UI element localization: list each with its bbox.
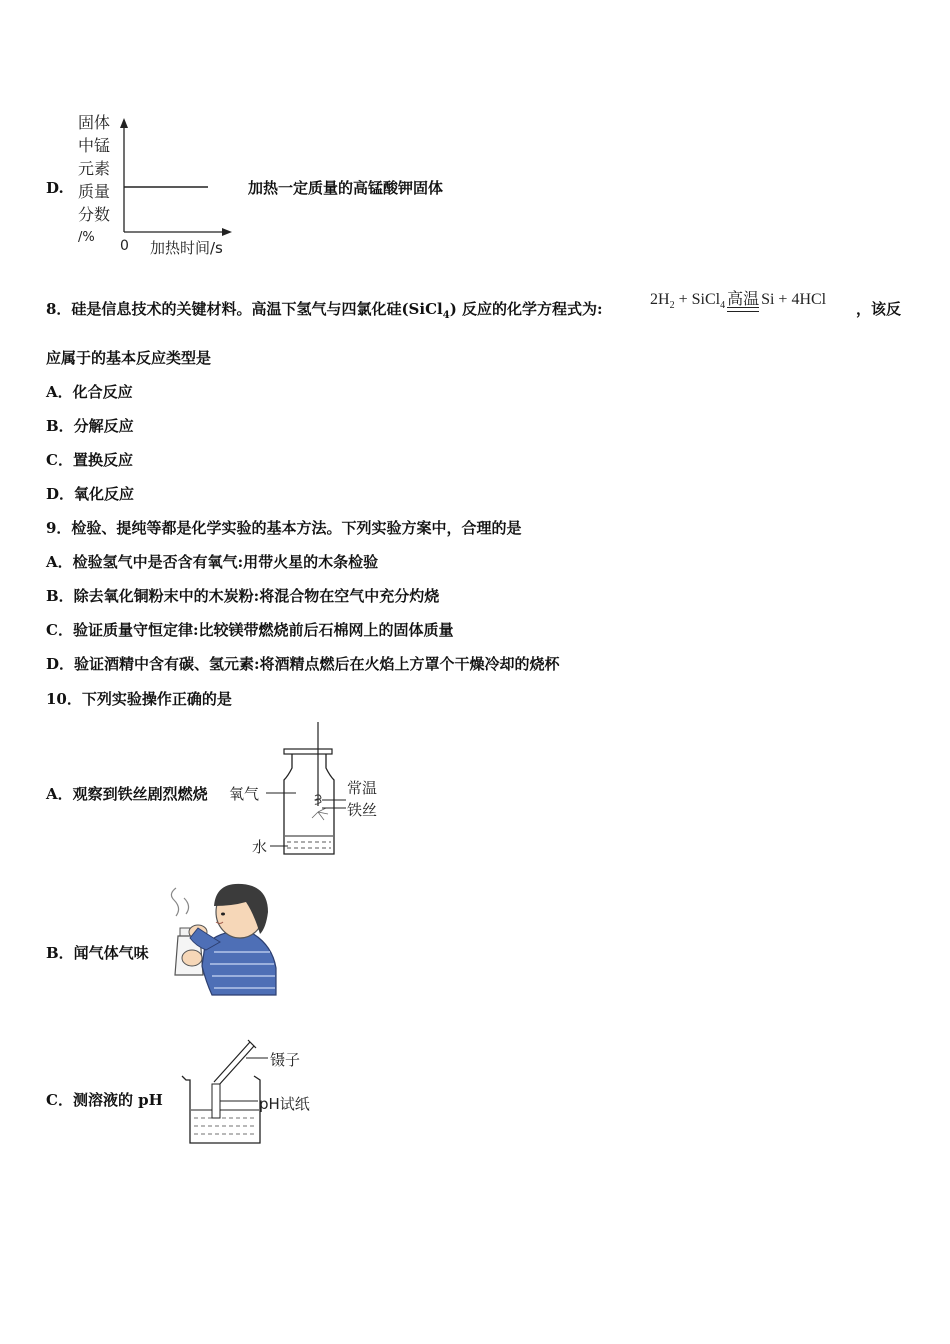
q7-option-d-letter: D. bbox=[46, 179, 64, 197]
q8-option-d: D．氧化反应 bbox=[46, 485, 135, 503]
graph-x-axis-label: 加热时间/s bbox=[150, 239, 223, 257]
graph-y-label-line: 固体 bbox=[78, 113, 111, 132]
q8-option-b: B．分解反应 bbox=[46, 417, 134, 435]
q7-option-d-caption: 加热一定质量的高锰酸钾固体 bbox=[248, 179, 444, 197]
q8-option-a: A．化合反应 bbox=[46, 383, 133, 401]
eq-plus-2: + bbox=[778, 291, 788, 308]
q9-option-d: D．验证酒精中含有碳、氢元素:将酒精点燃后在火焰上方罩个干燥冷却的烧杯 bbox=[46, 655, 560, 673]
label-room-temp: 常温 bbox=[347, 779, 378, 797]
q9-option-a: A．检验氢气中是否含有氧气:用带火星的木条检验 bbox=[46, 553, 379, 571]
q8-stem-before: 8．硅是信息技术的关键材料。高温下氢气与四氯化硅(SiCl bbox=[46, 300, 443, 318]
q8-stem-line2: 应属于的基本反应类型是 bbox=[46, 349, 212, 367]
q9-stem: 9．检验、提纯等都是化学实验的基本方法。下列实验方案中，合理的是 bbox=[46, 519, 522, 537]
q10-option-c-text: C．测溶液的 pH bbox=[46, 1091, 163, 1109]
eq-sicl: SiCl bbox=[691, 291, 721, 308]
label-iron-wire: 铁丝 bbox=[347, 801, 378, 819]
graph-y-label-line: 质量 bbox=[78, 182, 111, 201]
eq-hcl: 4HCl bbox=[791, 291, 827, 308]
label-ph-paper: pH试纸 bbox=[259, 1095, 310, 1113]
q8-stem-sub: 4 bbox=[442, 310, 450, 321]
graph-y-label-line: 中锰 bbox=[78, 136, 111, 155]
graph-y-label-line: 元素 bbox=[78, 159, 111, 178]
q8-option-c: C．置换反应 bbox=[46, 451, 133, 469]
q8-stem-after: ) 反应的化学方程式为: bbox=[449, 300, 603, 318]
label-tweezers: 镊子 bbox=[270, 1051, 301, 1069]
q10-option-a-text: A．观察到铁丝剧烈燃烧 bbox=[46, 785, 208, 803]
eq-sicl-sub: 4 bbox=[720, 300, 726, 312]
graph-origin: 0 bbox=[120, 238, 129, 254]
label-oxygen: 氧气 bbox=[229, 785, 260, 803]
q10-stem: 10．下列实验操作正确的是 bbox=[46, 690, 232, 708]
graph-y-label-line: /% bbox=[78, 230, 95, 245]
q8-stem-tail: ，该反 bbox=[856, 300, 902, 318]
q10-option-b-text: B．闻气体气味 bbox=[46, 944, 149, 962]
label-water: 水 bbox=[252, 838, 268, 856]
q9-option-b: B．除去氧化铜粉末中的木炭粉:将混合物在空气中充分灼烧 bbox=[46, 587, 440, 605]
eq-si: Si bbox=[761, 291, 775, 308]
eq-h2-sub: 2 bbox=[669, 300, 675, 312]
eq-plus-1: + bbox=[678, 291, 688, 308]
q9-option-c: C．验证质量守恒定律:比较镁带燃烧前后石棉网上的固体质量 bbox=[46, 621, 454, 639]
eq-h2: 2H bbox=[650, 291, 670, 308]
graph-y-label-line: 分数 bbox=[78, 205, 111, 224]
eq-condition-text: 高温 bbox=[727, 291, 760, 308]
